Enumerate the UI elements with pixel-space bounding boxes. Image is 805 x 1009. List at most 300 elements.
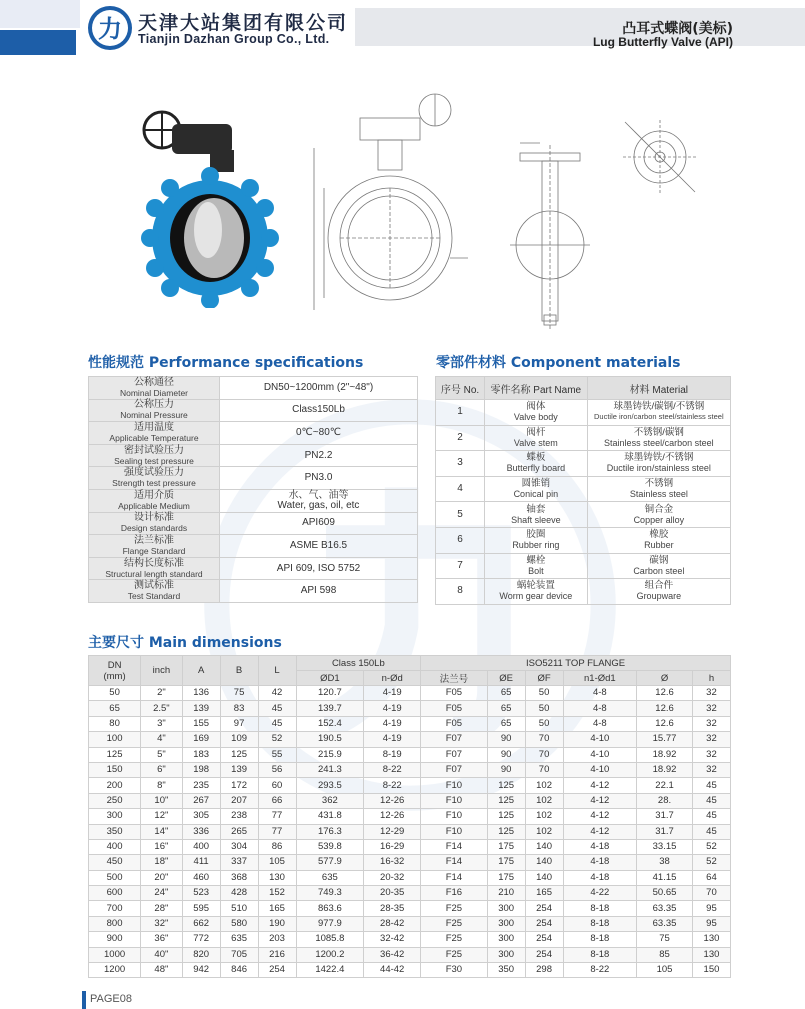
perf-label-en: Applicable Medium: [118, 500, 190, 511]
dims-cell: 102: [525, 793, 563, 808]
comp-part: [485, 451, 588, 477]
comp-no: 6: [436, 527, 485, 553]
dims-cell: 102: [525, 778, 563, 793]
comp-material-cn: 不锈钢: [644, 478, 674, 490]
comp-material: [587, 579, 730, 605]
dims-cell: 45: [692, 809, 730, 824]
col-header-class: Class 150Lb: [296, 656, 421, 671]
dims-cell: 24": [141, 886, 183, 901]
dims-cell: 50.65: [637, 886, 693, 901]
dims-row: [89, 963, 731, 978]
dims-cell: 203: [258, 932, 296, 947]
perf-value-cell: [220, 467, 418, 490]
perf-label: [89, 580, 220, 603]
dims-row: [89, 778, 731, 793]
dims-cell: 28": [141, 901, 183, 916]
dims-cell: 210: [487, 886, 525, 901]
dims-cell: 32: [692, 716, 730, 731]
perf-row: [89, 444, 418, 467]
dims-cell: 165: [258, 901, 296, 916]
col-header-nd: n-Ød: [364, 671, 421, 686]
dims-cell: 70: [525, 732, 563, 747]
col-header-a: A: [182, 656, 220, 686]
perf-label-en: Strength test pressure: [112, 478, 196, 489]
dims-cell: 70: [692, 886, 730, 901]
dims-cell: F10: [421, 824, 487, 839]
dims-cell: 300: [487, 932, 525, 947]
dims-cell: 152.4: [296, 716, 364, 731]
dims-cell: 45: [692, 793, 730, 808]
dims-cell: 400: [89, 839, 141, 854]
dims-cell: F05: [421, 701, 487, 716]
dims-cell: 32": [141, 916, 183, 931]
comp-material: [587, 553, 730, 579]
dims-cell: 977.9: [296, 916, 364, 931]
dims-cell: 36-42: [364, 947, 421, 962]
dims-cell: F05: [421, 716, 487, 731]
dims-cell: 1000: [89, 947, 141, 962]
comp-row: [436, 476, 731, 502]
dims-cell: 38: [637, 855, 693, 870]
dims-cell: 942: [182, 963, 220, 978]
dims-cell: 4-12: [563, 793, 637, 808]
dims-cell: 431.8: [296, 809, 364, 824]
dims-cell: 75: [220, 686, 258, 701]
dims-cell: 31.7: [637, 824, 693, 839]
dims-cell: F10: [421, 778, 487, 793]
perf-label-en: Flange Standard: [122, 545, 186, 556]
perf-label: [89, 377, 220, 400]
comp-no: 4: [436, 476, 485, 502]
dims-cell: 4-12: [563, 809, 637, 824]
comp-no: 2: [436, 425, 485, 451]
perf-label-cn: 公称通径: [134, 376, 174, 388]
perf-value: 0℃~80℃: [296, 426, 341, 438]
dims-cell: 12.6: [637, 686, 693, 701]
dims-cell: F14: [421, 870, 487, 885]
dims-cell: F07: [421, 747, 487, 762]
dims-cell: 140: [525, 870, 563, 885]
dims-cell: 428: [220, 886, 258, 901]
comp-material-cn: 球墨铸铁/碳钢/不锈钢: [613, 401, 705, 413]
dims-cell: 337: [220, 855, 258, 870]
dims-cell: 40": [141, 947, 183, 962]
comp-no: 3: [436, 451, 485, 477]
dims-cell: 83: [220, 701, 258, 716]
comp-material-cn: 橡胶: [649, 529, 669, 541]
components-table: [435, 376, 731, 605]
dims-cell: 4-19: [364, 701, 421, 716]
dims-row: [89, 916, 731, 931]
dims-cell: 293.5: [296, 778, 364, 793]
perf-value-cell: [220, 399, 418, 422]
perf-label-cn: 设计标准: [134, 512, 174, 524]
dims-cell: 1085.8: [296, 932, 364, 947]
dims-cell: F07: [421, 732, 487, 747]
comp-part-en: Shaft sleeve: [511, 514, 561, 525]
dims-cell: 130: [692, 932, 730, 947]
dims-row: [89, 824, 731, 839]
dims-cell: 32: [692, 686, 730, 701]
comp-row: [436, 527, 731, 553]
dims-cell: 86: [258, 839, 296, 854]
dims-cell: 198: [182, 762, 220, 777]
dims-cell: 4-8: [563, 686, 637, 701]
dims-cell: 362: [296, 793, 364, 808]
perf-value-cell: [220, 377, 418, 400]
dims-cell: 2.5": [141, 701, 183, 716]
dims-cell: 52: [692, 839, 730, 854]
dims-cell: 8-18: [563, 932, 637, 947]
dims-cell: 4-18: [563, 870, 637, 885]
comp-part: [485, 553, 588, 579]
dims-cell: 635: [296, 870, 364, 885]
dims-cell: 65: [487, 701, 525, 716]
comp-material-en: Ductile iron/carbon steel/stainless steel: [594, 412, 724, 422]
perf-value: API609: [302, 517, 335, 529]
comp-part-en: Bolt: [528, 565, 544, 576]
dims-cell: 4": [141, 732, 183, 747]
dims-cell: 8": [141, 778, 183, 793]
dims-cell: 254: [525, 947, 563, 962]
dims-cell: 254: [525, 932, 563, 947]
dims-cell: 16-32: [364, 855, 421, 870]
dims-cell: 12-26: [364, 793, 421, 808]
dims-cell: 595: [182, 901, 220, 916]
dims-row: [89, 732, 731, 747]
dims-cell: 18": [141, 855, 183, 870]
perf-row: [89, 399, 418, 422]
comp-no: 1: [436, 400, 485, 426]
comp-part-cn: 蝶板: [526, 452, 546, 464]
dims-cell: 4-12: [563, 824, 637, 839]
dims-row: [89, 901, 731, 916]
dims-cell: 105: [637, 963, 693, 978]
dims-cell: 411: [182, 855, 220, 870]
dims-cell: 109: [220, 732, 258, 747]
dims-cell: 8-22: [563, 963, 637, 978]
dims-cell: 300: [487, 916, 525, 931]
dims-cell: 4-19: [364, 716, 421, 731]
dims-cell: 600: [89, 886, 141, 901]
dims-cell: 55: [258, 747, 296, 762]
dims-cell: 155: [182, 716, 220, 731]
perf-value: 水、气、油等: [288, 489, 349, 501]
dims-cell: F16: [421, 886, 487, 901]
dims-cell: 8-22: [364, 762, 421, 777]
dims-cell: 36": [141, 932, 183, 947]
comp-part-en: Conical pin: [513, 489, 559, 500]
perf-label: [89, 467, 220, 490]
dims-cell: 1422.4: [296, 963, 364, 978]
dims-cell: 125: [487, 824, 525, 839]
dims-cell: 20-35: [364, 886, 421, 901]
dims-cell: 45: [692, 778, 730, 793]
product-title-en: Lug Butterfly Valve (API): [592, 35, 733, 49]
col-header-l: L: [258, 656, 296, 686]
dims-cell: 22.1: [637, 778, 693, 793]
dims-cell: 705: [220, 947, 258, 962]
dims-cell: 45: [692, 824, 730, 839]
dims-cell: 216: [258, 947, 296, 962]
comp-material: [587, 527, 730, 553]
dims-cell: 300: [487, 901, 525, 916]
dims-cell: 16": [141, 839, 183, 854]
dims-row: [89, 747, 731, 762]
dims-cell: 8-18: [563, 947, 637, 962]
dims-cell: 139.7: [296, 701, 364, 716]
dims-cell: 863.6: [296, 901, 364, 916]
dims-cell: 63.35: [637, 916, 693, 931]
dims-cell: 28-35: [364, 901, 421, 916]
dims-cell: 539.8: [296, 839, 364, 854]
dims-cell: 3": [141, 716, 183, 731]
dims-cell: 300: [89, 809, 141, 824]
comp-part: [485, 476, 588, 502]
comp-row: [436, 579, 731, 605]
dims-cell: 70: [525, 747, 563, 762]
dims-cell: 460: [182, 870, 220, 885]
dims-cell: 95: [692, 901, 730, 916]
comp-material-en: Stainless steel/carbon steel: [604, 437, 714, 448]
dims-cell: 350: [487, 963, 525, 978]
comp-part-cn: 圆锥销: [521, 478, 551, 490]
dims-cell: 50: [525, 686, 563, 701]
dims-cell: 4-18: [563, 839, 637, 854]
dims-cell: 65: [89, 701, 141, 716]
dims-cell: 190: [258, 916, 296, 931]
dims-row: [89, 686, 731, 701]
comp-part: [485, 502, 588, 528]
dims-cell: 44-42: [364, 963, 421, 978]
perf-row: [89, 489, 418, 512]
dims-cell: 18.92: [637, 762, 693, 777]
dims-cell: F14: [421, 855, 487, 870]
dims-cell: 772: [182, 932, 220, 947]
dims-cell: 63.35: [637, 901, 693, 916]
dims-cell: 31.7: [637, 809, 693, 824]
dims-cell: 8-22: [364, 778, 421, 793]
dims-cell: 254: [525, 901, 563, 916]
comp-part: [485, 425, 588, 451]
dims-cell: 298: [525, 963, 563, 978]
perf-label: [89, 399, 220, 422]
col-header-flange: 法兰号: [421, 671, 487, 686]
dims-cell: 800: [89, 916, 141, 931]
perf-label-en: Nominal Diameter: [119, 387, 189, 398]
dims-cell: 500: [89, 870, 141, 885]
dims-cell: 12": [141, 809, 183, 824]
dims-cell: 75: [637, 932, 693, 947]
perf-value-cell: [220, 444, 418, 467]
dims-row: [89, 932, 731, 947]
dims-cell: 635: [220, 932, 258, 947]
dims-cell: 662: [182, 916, 220, 931]
dims-cell: 50: [89, 686, 141, 701]
dims-cell: 4-8: [563, 701, 637, 716]
dims-cell: F10: [421, 793, 487, 808]
product-title-cn: 凸耳式蝶阀(美标): [622, 21, 733, 37]
dims-cell: 8-19: [364, 747, 421, 762]
col-header-b: B: [220, 656, 258, 686]
valve-side-drawing: [500, 125, 610, 335]
dims-row: [89, 839, 731, 854]
dims-cell: 28-42: [364, 916, 421, 931]
dims-cell: 77: [258, 824, 296, 839]
perf-label-en: Test Standard: [127, 591, 181, 602]
dims-cell: 523: [182, 886, 220, 901]
perf-label: [89, 557, 220, 580]
dims-cell: 105: [258, 855, 296, 870]
dims-row: [89, 809, 731, 824]
dims-cell: F05: [421, 686, 487, 701]
comp-no: 8: [436, 579, 485, 605]
dims-cell: 139: [182, 701, 220, 716]
perf-label-cn: 测试标准: [134, 580, 174, 592]
perf-row: [89, 467, 418, 490]
dims-cell: 50: [525, 701, 563, 716]
dims-cell: 130: [258, 870, 296, 885]
dims-cell: 52: [258, 732, 296, 747]
perf-label: [89, 489, 220, 512]
comp-material: [587, 400, 730, 426]
perf-value: API 598: [300, 585, 337, 597]
dims-cell: F07: [421, 762, 487, 777]
perf-value: Class150Lb: [292, 404, 345, 416]
dims-cell: 4-18: [563, 855, 637, 870]
dims-row: [89, 855, 731, 870]
dims-cell: 400: [182, 839, 220, 854]
dims-cell: F25: [421, 947, 487, 962]
dimensions-section-title: 主要尺寸 Main dimensions: [88, 635, 282, 651]
comp-material: [587, 502, 730, 528]
perf-label: [89, 422, 220, 445]
dims-cell: 90: [487, 732, 525, 747]
dims-cell: 66: [258, 793, 296, 808]
col-header-no: 序号 No.: [436, 377, 485, 400]
dims-row: [89, 870, 731, 885]
dims-row: [89, 886, 731, 901]
comp-part-cn: 蜗轮装置: [516, 580, 555, 592]
dims-cell: 100: [89, 732, 141, 747]
dimensions-table: [88, 655, 731, 978]
col-header-dn: DN (mm): [89, 656, 141, 686]
dims-cell: 45: [258, 701, 296, 716]
perf-value-cell: [220, 580, 418, 603]
dims-cell: 85: [637, 947, 693, 962]
valve-front-drawing: [300, 88, 470, 318]
dims-cell: 33.15: [637, 839, 693, 854]
dims-cell: 45: [258, 716, 296, 731]
dims-cell: 125: [220, 747, 258, 762]
dims-cell: 175: [487, 839, 525, 854]
comp-part-en: Worm gear device: [499, 591, 573, 602]
dims-cell: 8-18: [563, 901, 637, 916]
dims-cell: 18.92: [637, 747, 693, 762]
dims-cell: 65: [487, 686, 525, 701]
dims-cell: 6": [141, 762, 183, 777]
comp-material-en: Stainless steel: [629, 489, 688, 500]
comp-material-cn: 不锈钢/碳钢: [633, 426, 684, 438]
comp-part-cn: 螺栓: [526, 554, 546, 566]
dims-cell: F14: [421, 839, 487, 854]
dims-cell: 70: [525, 762, 563, 777]
col-header-n1d1: n1-Ød1: [563, 671, 637, 686]
dims-cell: 52: [692, 855, 730, 870]
company-logo-icon: [86, 4, 134, 52]
dims-cell: 65: [487, 716, 525, 731]
perf-label: [89, 512, 220, 535]
comp-material: [587, 476, 730, 502]
dims-cell: 32: [692, 732, 730, 747]
dims-cell: 125: [487, 793, 525, 808]
dims-cell: 336: [182, 824, 220, 839]
perf-label-en: Nominal Pressure: [120, 410, 188, 421]
dims-cell: 1200: [89, 963, 141, 978]
dims-cell: 1200.2: [296, 947, 364, 962]
dims-cell: 577.9: [296, 855, 364, 870]
perf-label: [89, 535, 220, 558]
comp-row: [436, 502, 731, 528]
dims-cell: 846: [220, 963, 258, 978]
dims-cell: 305: [182, 809, 220, 824]
dims-cell: 4-19: [364, 686, 421, 701]
perf-label-en: Design standards: [120, 523, 188, 534]
dims-cell: 700: [89, 901, 141, 916]
perf-row: [89, 377, 418, 400]
dims-cell: 60: [258, 778, 296, 793]
comp-part-en: Rubber ring: [512, 540, 560, 551]
col-header-material: 材料 Material: [587, 377, 730, 400]
dims-cell: 64: [692, 870, 730, 885]
comp-part-en: Valve body: [513, 412, 558, 423]
dims-cell: 102: [525, 809, 563, 824]
col-header-part: 零件名称 Part Name: [485, 377, 588, 400]
dims-cell: 580: [220, 916, 258, 931]
dims-cell: 136: [182, 686, 220, 701]
dims-cell: 4-8: [563, 716, 637, 731]
dims-cell: 150: [89, 762, 141, 777]
comp-material-en: Carbon steel: [633, 565, 685, 576]
dims-cell: 267: [182, 793, 220, 808]
dims-cell: 304: [220, 839, 258, 854]
perf-value: PN3.0: [304, 472, 333, 484]
dims-cell: 20-32: [364, 870, 421, 885]
dims-cell: 16-29: [364, 839, 421, 854]
comp-part-cn: 阀体: [526, 401, 546, 413]
dims-cell: 97: [220, 716, 258, 731]
dims-cell: 4-22: [563, 886, 637, 901]
dims-cell: 510: [220, 901, 258, 916]
dims-cell: 254: [525, 916, 563, 931]
dims-cell: 254: [258, 963, 296, 978]
dims-cell: 250: [89, 793, 141, 808]
perf-value-cell: [220, 422, 418, 445]
dims-cell: F30: [421, 963, 487, 978]
page-number-bar: [82, 991, 86, 1009]
dims-cell: 42: [258, 686, 296, 701]
comp-part-en: Butterfly board: [506, 463, 566, 474]
comp-material-cn: 球墨铸铁/不锈钢: [624, 452, 694, 464]
perf-value-cell: [220, 489, 418, 512]
comp-part: [485, 527, 588, 553]
logo-glyph: 力: [98, 15, 122, 43]
dims-cell: 125: [487, 778, 525, 793]
dims-cell: 241.3: [296, 762, 364, 777]
dims-cell: 90: [487, 762, 525, 777]
perf-row: [89, 580, 418, 603]
comp-material-en: Ductile iron/stainless steel: [606, 463, 711, 474]
